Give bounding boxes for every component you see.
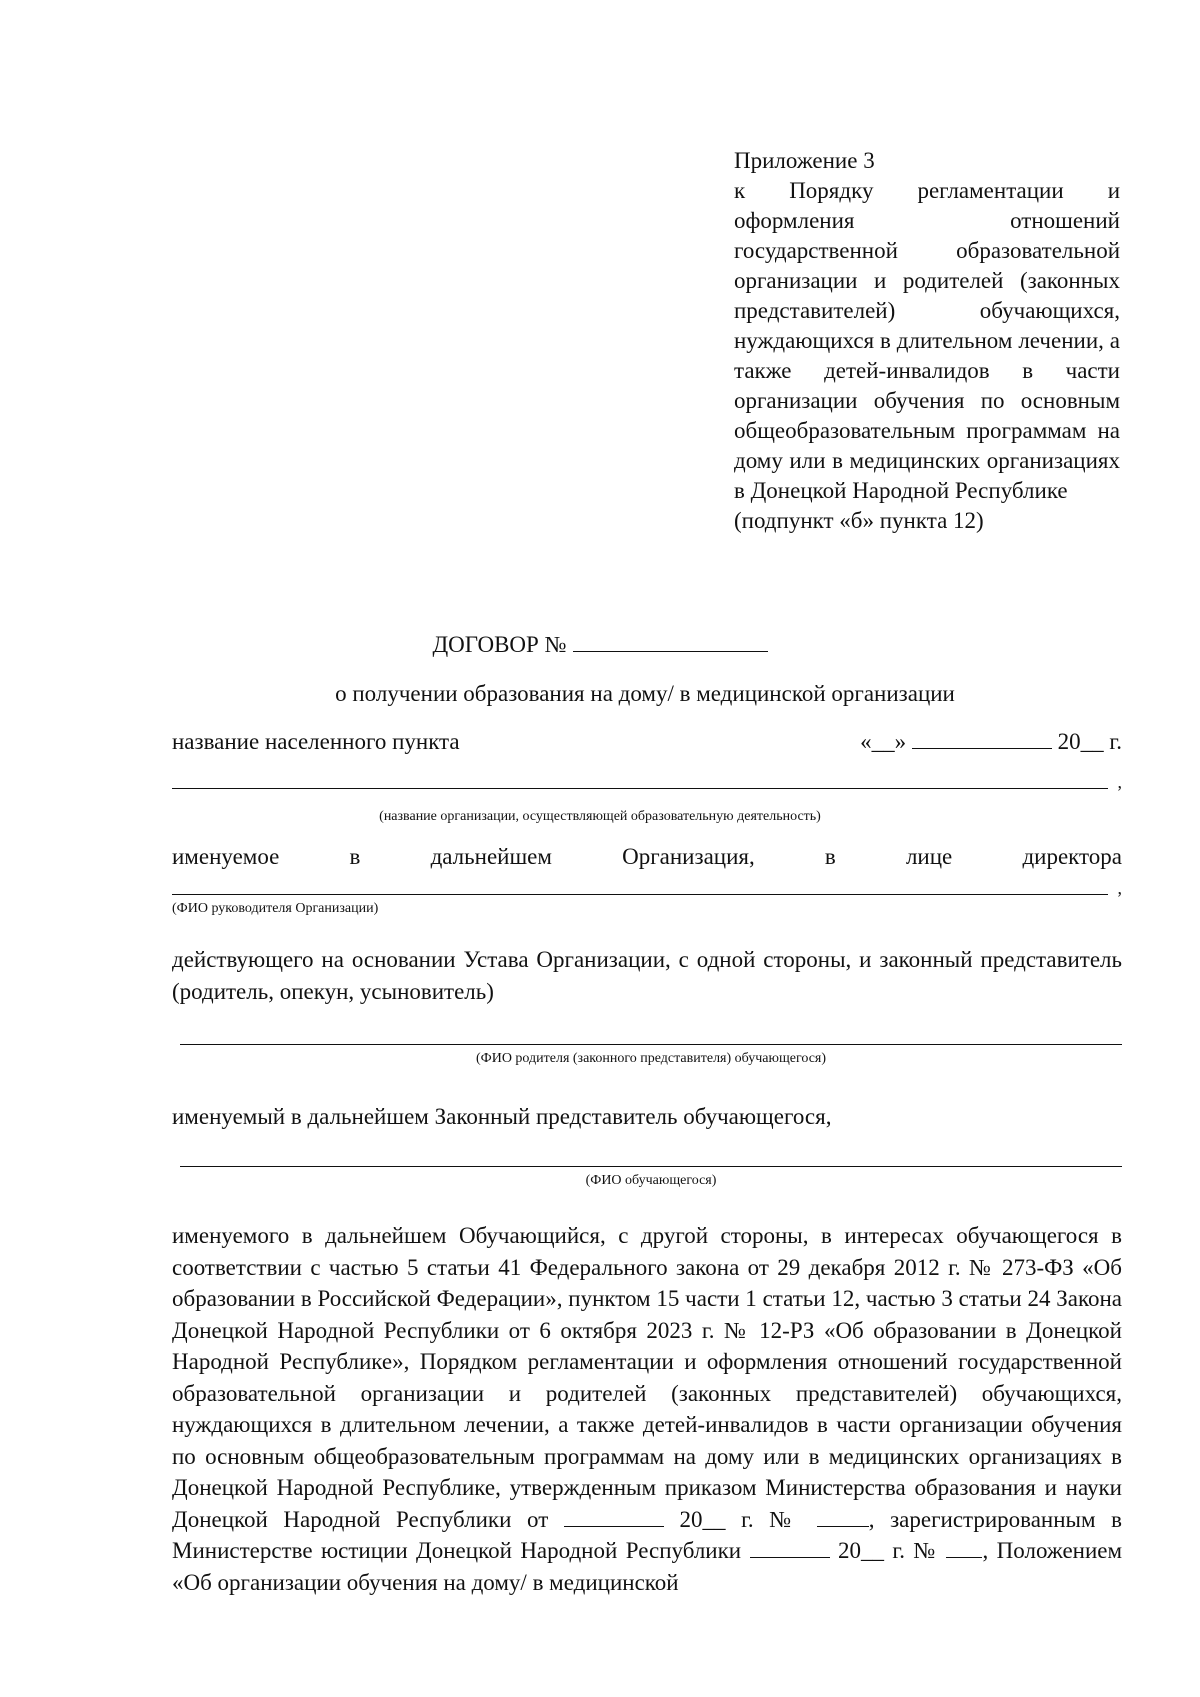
parent-name-line <box>180 1044 1122 1045</box>
contract-title <box>0 630 1200 660</box>
student-caption: (ФИО обучающегося) <box>585 1173 717 1188</box>
student-name-field <box>180 1152 1122 1172</box>
main-text-4: , зарегистрированным в Министерстве юстиции Донецкой Народной Республики <box>172 1506 1123 1563</box>
order-date-blank <box>564 1508 664 1527</box>
order-number-blank <box>817 1508 869 1527</box>
main-text-2: 20__ г. <box>679 1506 754 1532</box>
director-name-field: , <box>172 876 1122 916</box>
date-field <box>860 727 1122 757</box>
named-row: именуемое в дальнейшем Организация, в лице директора <box>172 844 1122 869</box>
appendix-title: Приложение 3 <box>734 148 875 173</box>
acting-paragraph: действующего на основании Устава Организации, с одной стороны, и законный представитель (родитель, опекун, усыновитель) <box>172 947 1122 1004</box>
city-label: название населенного пункта <box>172 729 460 754</box>
director-name-line <box>172 894 1108 895</box>
main-text-5: 20__ г. № <box>837 1538 939 1563</box>
registration-date-blank <box>750 1539 830 1558</box>
org-caption: (название организации, осуществляющей образовательную деятельность) <box>379 809 821 824</box>
main-paragraph <box>172 1220 1122 1598</box>
main-text-3: № <box>769 1506 802 1532</box>
registration-number-blank <box>946 1539 982 1558</box>
student-name-line <box>180 1166 1122 1167</box>
parent-name-field <box>180 1030 1122 1050</box>
director-caption: (ФИО руководителя Организации) <box>172 901 379 916</box>
org-name-line <box>172 788 1108 789</box>
date-year: 20__ г. <box>1057 729 1122 754</box>
appendix-block <box>734 146 1120 536</box>
contract-title-text: ДОГОВОР № <box>432 632 567 657</box>
main-text-6: , Положением «Об организации обучения на дому/ в медицинской <box>172 1538 1123 1595</box>
main-text-1: именуемого в дальнейшем Обучающийся, с другой стороны, в интересах обучающегося в соответствии с частью 5 статьи 41 Федерального закона от 29 декабря 2012 г. № 273-ФЗ «Об образовании в Российской Федерации», пунктом 15 части 1 статьи 12, частью 3 статьи 24 Закона Донецкой Народной Республики от 6 октября 2023 г. № 12-РЗ «Об образовании в Донецкой Народной Республике», Порядком регламентации и оформления отношений государственной образовательной организации и родителей (законных представителей) обучающихся, нуждающихся в длительном лечении, а также детей-инвалидов в части организации обучения по основным общеобразовательным программам на дому или в медицинских организациях в Донецкой Народной Республике, утвержденным приказом Министерства образования и науки Донецкой Народной Республики от <box>172 1223 1122 1532</box>
appendix-text: к Порядку регламентации и оформления отношений государственной образовательной организации и родителей (законных представителей) обучающихся, нуждающихся в длительном лечении, а также детей-инвалидов в части организации обучения по основным общеобразовательным программам на дому или в медицинских организациях в Донецкой Народной Республике <box>734 178 1120 503</box>
date-day: «__» <box>860 729 907 754</box>
appendix-reference: (подпункт «б» пункта 12) <box>734 508 984 533</box>
org-name-field: , <box>172 768 1122 808</box>
parent-caption: (ФИО родителя (законного представителя) обучающегося) <box>475 1051 827 1066</box>
date-month-blank <box>912 730 1052 749</box>
parent-named-paragraph: именуемый в дальнейшем Законный представитель обучающегося, <box>172 1104 832 1129</box>
contract-subtitle: о получении образования на дому/ в медицинской организации <box>335 681 955 706</box>
contract-number-field <box>573 631 768 652</box>
